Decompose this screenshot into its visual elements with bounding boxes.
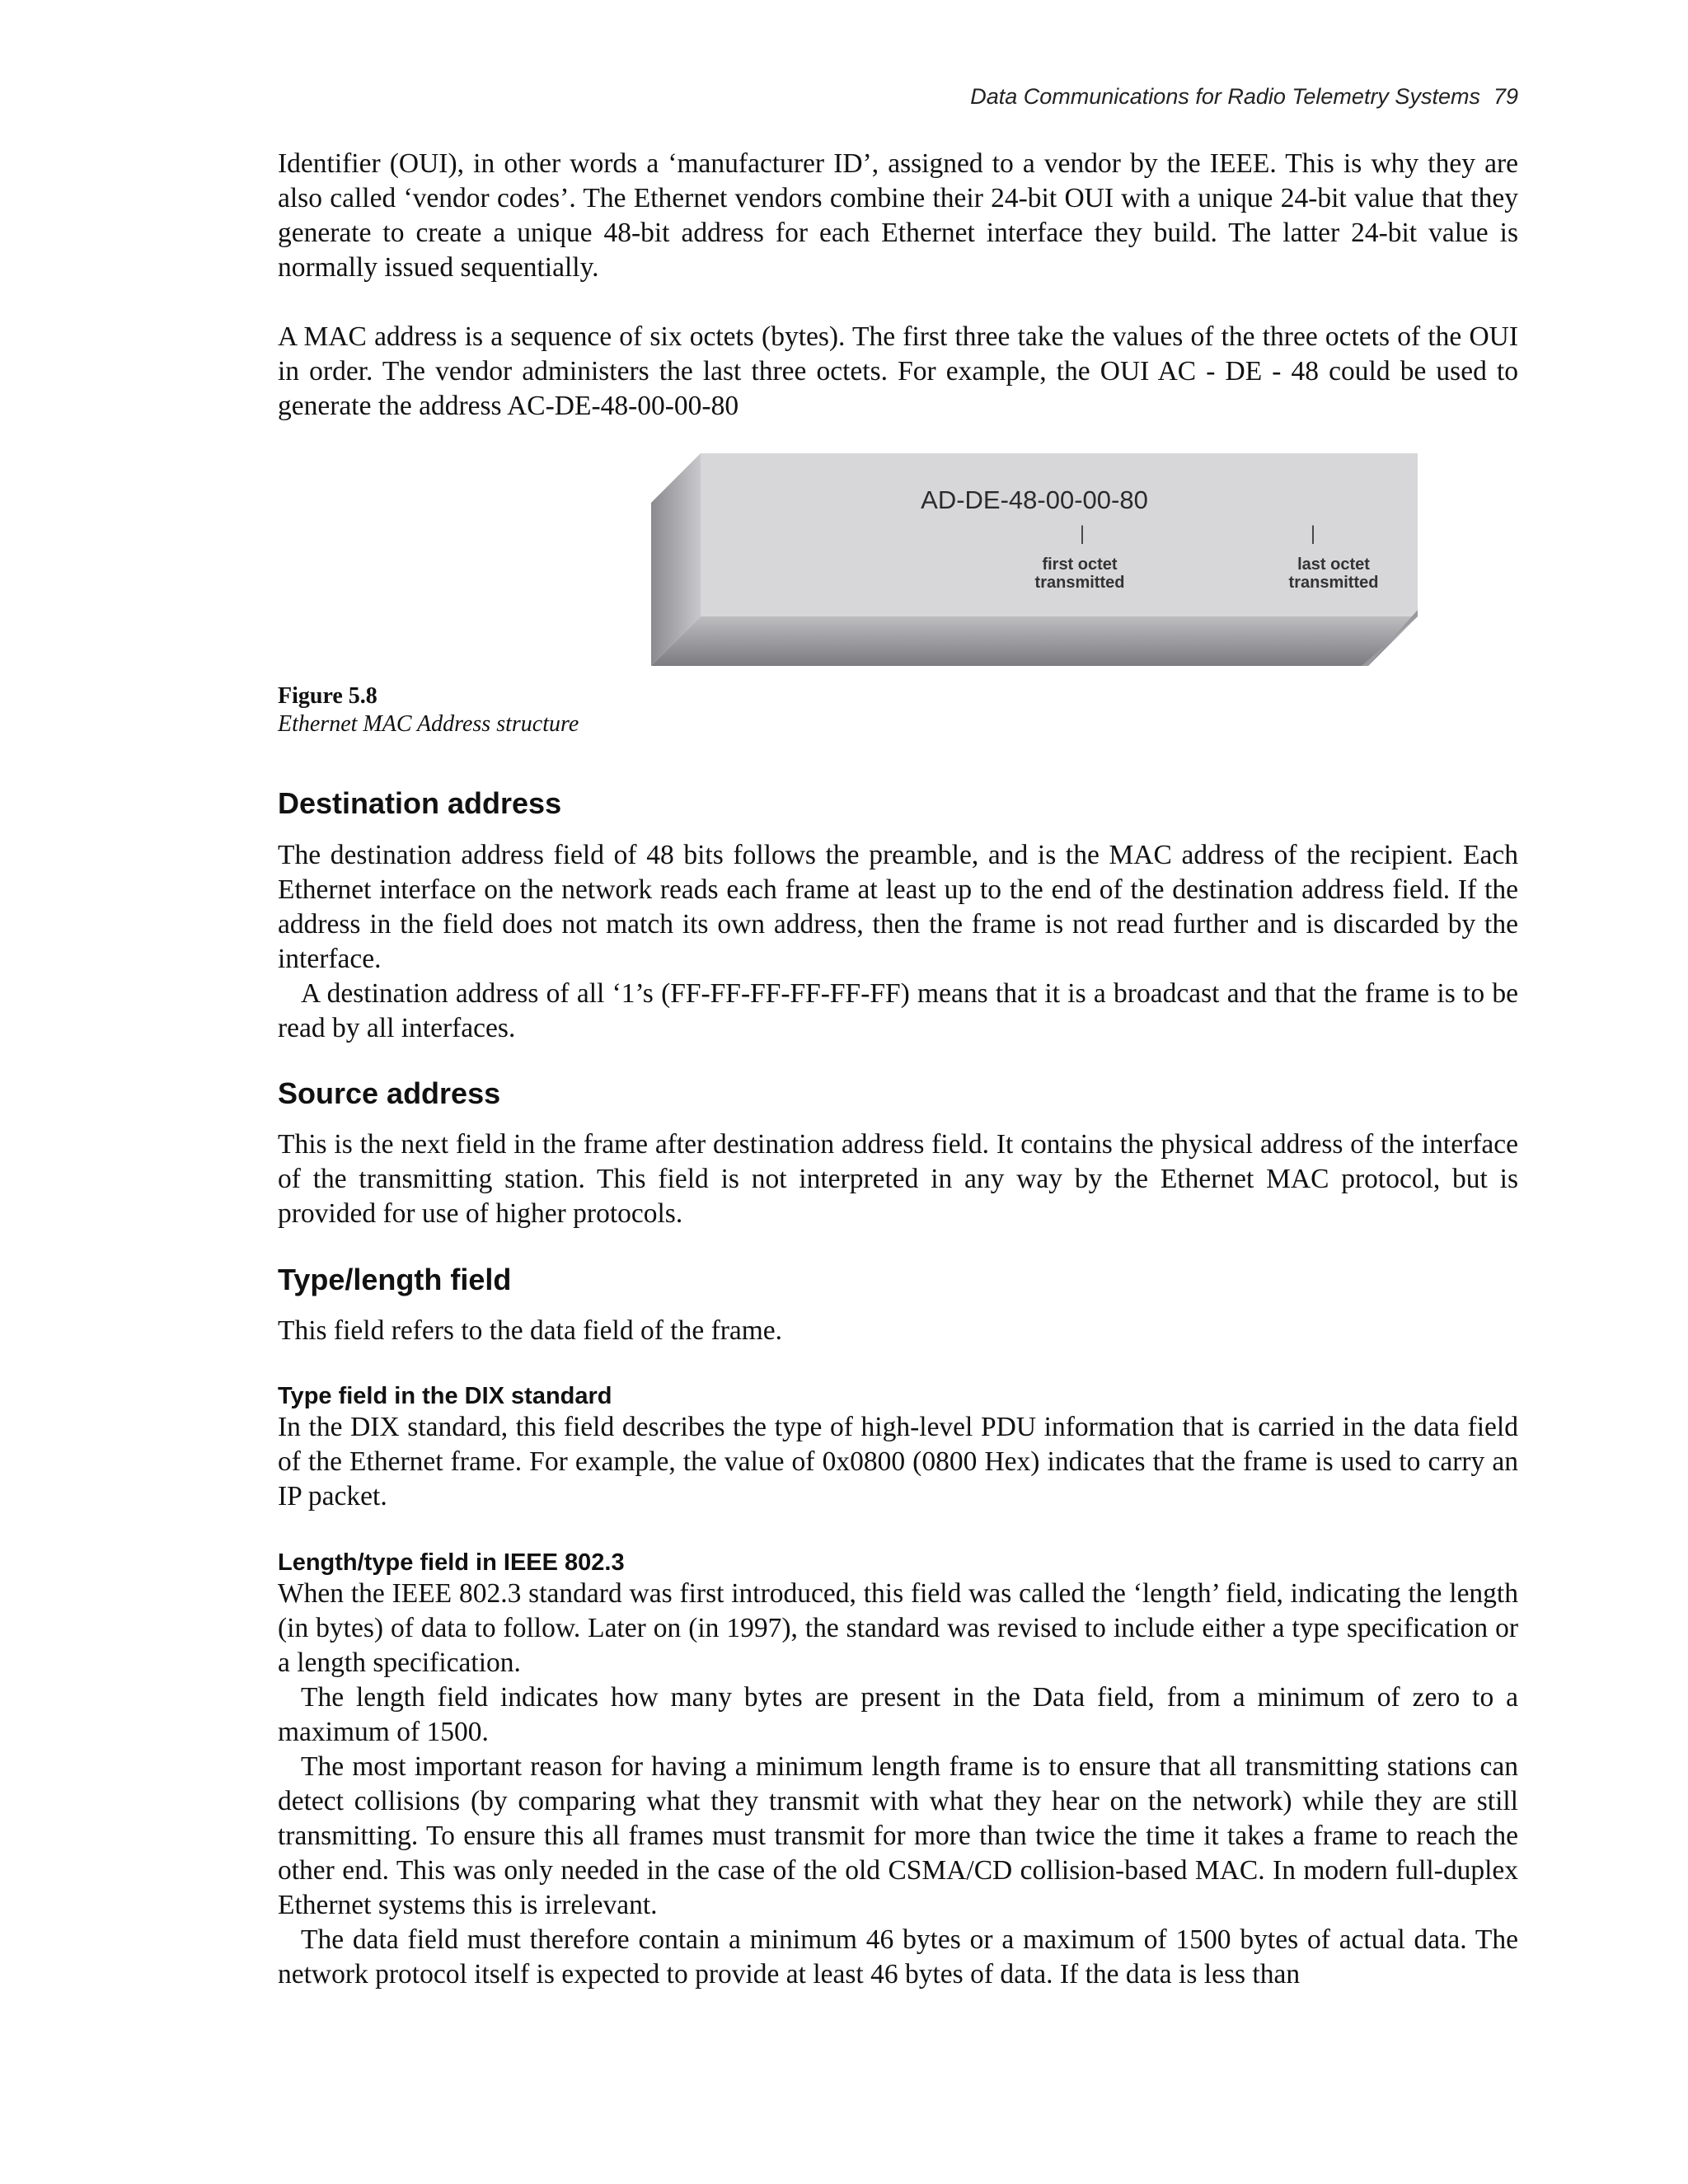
figure-tick-last: | (1310, 523, 1316, 545)
figure-tick-first: | (1079, 523, 1085, 545)
heading-source-address: Source address (278, 1076, 501, 1110)
paragraph-destination-1: The destination address field of 48 bits follows the preamble, and is the MAC address of the recipient. Each Ethernet interface on the network reads each frame at least up to the end of the destination address field. If the address in the field does not match its own address, then the frame is not read further and is discarded by the interface. (278, 840, 1518, 974)
heading-ieee-length-type: Length/type field in IEEE 802.3 (278, 1549, 625, 1576)
paragraph-ieee-2: The length field indicates how many bytes are present in the Data field, from a minimum of zero to a maximum of 1500. (278, 1682, 1518, 1747)
figure-address: AD-DE-48-00-00-80 (921, 485, 1148, 514)
paragraph-ieee-1: When the IEEE 802.3 standard was first introduced, this field was called the ‘length’ field, indicating the length (in bytes) of data to follow. Later on (in 1997), the standard was revised to include either a type specification or a length specification. (278, 1578, 1518, 1678)
figure-last-octet-label (1251, 555, 1416, 592)
figure-first-label-line1: first octet (1042, 555, 1118, 574)
heading-dix-type-field: Type field in the DIX standard (278, 1383, 612, 1409)
figure-caption (278, 682, 1518, 738)
figure-first-label-line2: transmitted (1034, 574, 1125, 592)
running-header-title: Data Communications for Radio Telemetry Systems (970, 84, 1480, 109)
mac-address-figure (651, 453, 1418, 666)
paragraph-type-length: This field refers to the data field of the frame. (278, 1315, 783, 1346)
paragraph-destination-2: A destination address of all ‘1’s (FF-FF-FF-FF-FF-FF) means that it is a broadcast and that the frame is to be read by all interfaces. (278, 978, 1518, 1043)
figure-last-label-line1: last octet (1297, 555, 1370, 574)
heading-type-length: Type/length field (278, 1263, 512, 1296)
figure-first-octet-label (997, 555, 1162, 592)
paragraph-ieee-4: The data field must therefore contain a minimum 46 bytes or a maximum of 1500 bytes of actual data. The network protocol itself is expected to provide at least 46 bytes of data. If the data is less than (278, 1924, 1518, 1990)
paragraph-ieee-3: The most important reason for having a minimum length frame is to ensure that all transmitting stations can detect collisions (by comparing what they transmit with what they hear on the network) while they are still transmitting. To ensure this all frames must transmit for more than twice the time it takes a frame to reach the other end. This was only needed in the case of the old CSMA/CD collision-based MAC. In modern full-duplex Ethernet systems this is irrelevant. (278, 1751, 1518, 1920)
paragraph-dix: In the DIX standard, this field describes the type of high-level PDU information that is carried in the data field of the Ethernet frame. For example, the value of 0x0800 (0800 Hex) indicates that the frame is used to carry an IP packet. (278, 1412, 1518, 1511)
figure-last-label-line2: transmitted (1288, 574, 1379, 592)
paragraph-mac-octets: A MAC address is a sequence of six octets (bytes). The first three take the values of the three octets of the OUI in order. The vendor administers the last three octets. For example, the OUI AC - DE - 48 could be used to generate the address AC-DE-48-00-00-80 (278, 321, 1518, 421)
figure-title: Ethernet MAC Address structure (278, 711, 579, 737)
paragraph-oui: Identifier (OUI), in other words a ‘manufacturer ID’, assigned to a vendor by the IEEE. This is why they are also called ‘vendor codes’. The Ethernet vendors combine their 24-bit OUI with a unique 24-bit value that they generate to create a unique 48-bit address for each Ethernet interface they build. The latter 24-bit value is normally issued sequentially. (278, 148, 1518, 283)
page-number: 79 (1493, 84, 1518, 109)
figure-number: Figure 5.8 (278, 683, 377, 709)
heading-destination-address: Destination address (278, 786, 562, 820)
running-header (970, 84, 1518, 110)
paragraph-source-1: This is the next field in the frame after destination address field. It contains the physical address of the interface of the transmitting station. This field is not interpreted in any way by the Ethernet MAC protocol, but is provided for use of higher protocols. (278, 1129, 1518, 1229)
